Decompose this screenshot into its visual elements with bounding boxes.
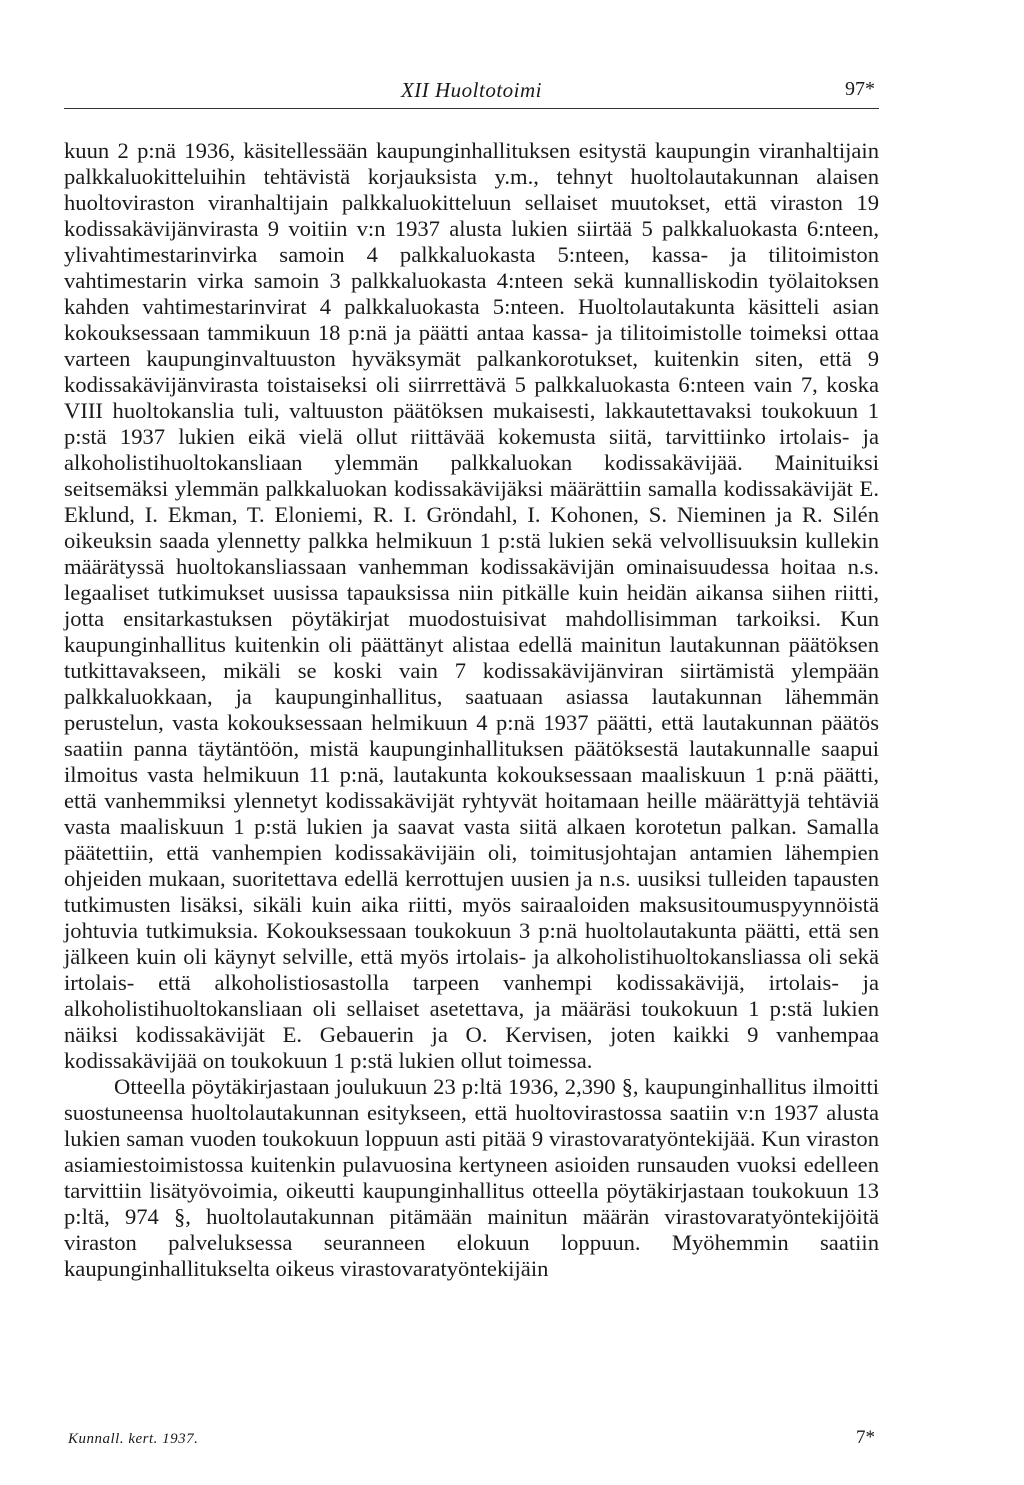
paragraph: kuun 2 p:nä 1936, käsitellessään kaupunginhallituksen esitystä kaupungin viranhaltijain palkkaluokitteluihin tehtävistä korjauksista y.m., tehnyt huoltolautakunnan alaisen huoltoviraston viranhaltijain palkkaluokitteluun sellaiset muutokset, että viraston 19 kodissakävijänvirasta 9 voitiin v:n 1937 alusta lukien siirtää 5 palkkaluokasta 6:nteen, ylivahtimestarinvirka samoin 4 palkkaluokasta 5:nteen, kassa- ja tilitoimiston vahtimestarin virka samoin 3 palkkaluokasta 4:nteen sekä kunnalliskodin työlaitoksen kahden vahtimestarinvirat 4 palkkaluokasta 5:nteen. Huoltolautakunta käsitteli asian kokouksessaan tammikuun 18 p:nä ja päätti antaa kassa- ja tilitoimistolle toimeksi ottaa varteen kaupunginvaltuuston hyväksymät palkankorotukset, kuitenkin siten, että 9 kodissakävijänvirasta toistaiseksi oli siirrrettävä 5 palkkaluokasta 6:nteen vain 7, koska VIII huoltokanslia tuli, valtuuston päätöksen mukaisesti, lakkautettavaksi toukokuun 1 p:stä 1937 lukien eikä vielä ollut riittävää kokemusta siitä, tarvittiinko irtolais- ja alkoholistihuoltokansliaan ylemmän palkkaluokan kodissakävijää. Mainituiksi seitsemäksi ylemmän palkkaluokan kodissakävijäksi määrättiin samalla kodissakävijät E. Eklund, I. Ekman, T. Eloniemi, R. I. Gröndahl, I. Kohonen, S. Nieminen ja R. Silén oikeuksin saada ylennetty palkka helmikuun 1 p:stä lukien sekä velvollisuuksin kullekin määrätyssä huoltokansliassaan vanhemman kodissakävijän ominaisuudessa hoitaa n.s. legaaliset tutkimukset uusissa tapauksissa niin pitkälle kuin heidän aikansa siihen riitti, jotta ensitarkastuksen pöytäkirjat muodostuisivat mahdollisimman tarkoiksi. Kun kaupunginhallitus kuitenkin oli päättänyt alistaa edellä mainitun lautakunnan päätöksen tutkittavakseen, mikäli se koski vain 7 kodissakävijänviran siirtämistä ylempään palkkaluokkaan, ja kaupunginhallitus, saatuaan asiassa lautakunnan lähemmän perustelun, vasta kokouksessaan helmikuun 4 p:nä 1937 päätti, että lautakunnan päätös saatiin panna täytäntöön, mistä kaupunginhallituksen päätöksestä lautakunnalle saapui ilmoitus vasta helmikuun 11 p:nä, lautakunta kokouksessaan maaliskuun 1 p:nä päätti, että vanhemmiksi ylennetyt kodissakävijät ryhtyvät hoitamaan heille määrättyjä tehtäviä vasta maaliskuun 1 p:stä lukien ja saavat vasta siitä alkaen korotetun palkan. Samalla päätettiin, että vanhempien kodissakävijäin oli, toimitusjohtajan antamien lähempien ohjeiden mukaan, suoritettava edellä kerrottujen uusien ja n.s. uusiksi tulleiden tapausten tutkimusten lisäksi, sikäli kuin aika riitti, myös sairaaloiden maksusitoumuspyynnöistä johtuvia tutkimuksia. Kokouksessaan toukokuun 3 p:nä huoltolautakunta päätti, että sen jälkeen kuin oli käynyt selville, että myös irtolais- ja alkoholistihuoltokansliassa oli sekä irtolais- että alkoholistiosastolla tarpeen vanhempi kodissakävijä, irtolais- ja alkoholistihuoltokansliaan oli sellaiset asetettava, ja määräsi toukokuun 1 p:stä lukien näiksi kodissakävijät E. Gebauerin ja O. Kervisen, joten kaikki 9 vanhempaa kodissakävijää on toukokuun 1 p:stä lukien ollut toimessa. xyxy=(64,138,879,1073)
running-header xyxy=(64,76,879,109)
page-footer xyxy=(64,1427,879,1455)
chapter-title: XII Huoltotoimi xyxy=(400,78,543,102)
body-text xyxy=(64,138,879,1282)
page-number: 97* xyxy=(845,78,875,100)
paragraph: Otteella pöytäkirjastaan joulukuun 23 p:ltä 1936, 2,390 §, kaupunginhallitus ilmoitti suostuneensa huoltolautakunnan esitykseen, että huoltovirastossa saatiin v:n 1937 alusta lukien saman vuoden toukokuun loppuun asti pitää 9 virastovaratyöntekijää. Kun viraston asiamiestoimistossa kuitenkin pulavuosina kertyneen asioiden runsauden vuoksi edelleen tarvittiin lisätyövoimia, oikeutti kaupunginhallitus otteella pöytäkirjastaan toukokuun 13 p:ltä, 974 §, huoltolautakunnan pitämään mainitun määrän virastovaratyöntekijöitä viraston palveluksessa seuranneen elokuun loppuun. Myöhemmin saatiin kaupunginhallitukselta oikeus virastovaratyöntekijäin xyxy=(64,1074,879,1281)
footer-signature: 7* xyxy=(856,1427,875,1448)
footer-source: Kunnall. kert. 1937. xyxy=(68,1431,199,1447)
